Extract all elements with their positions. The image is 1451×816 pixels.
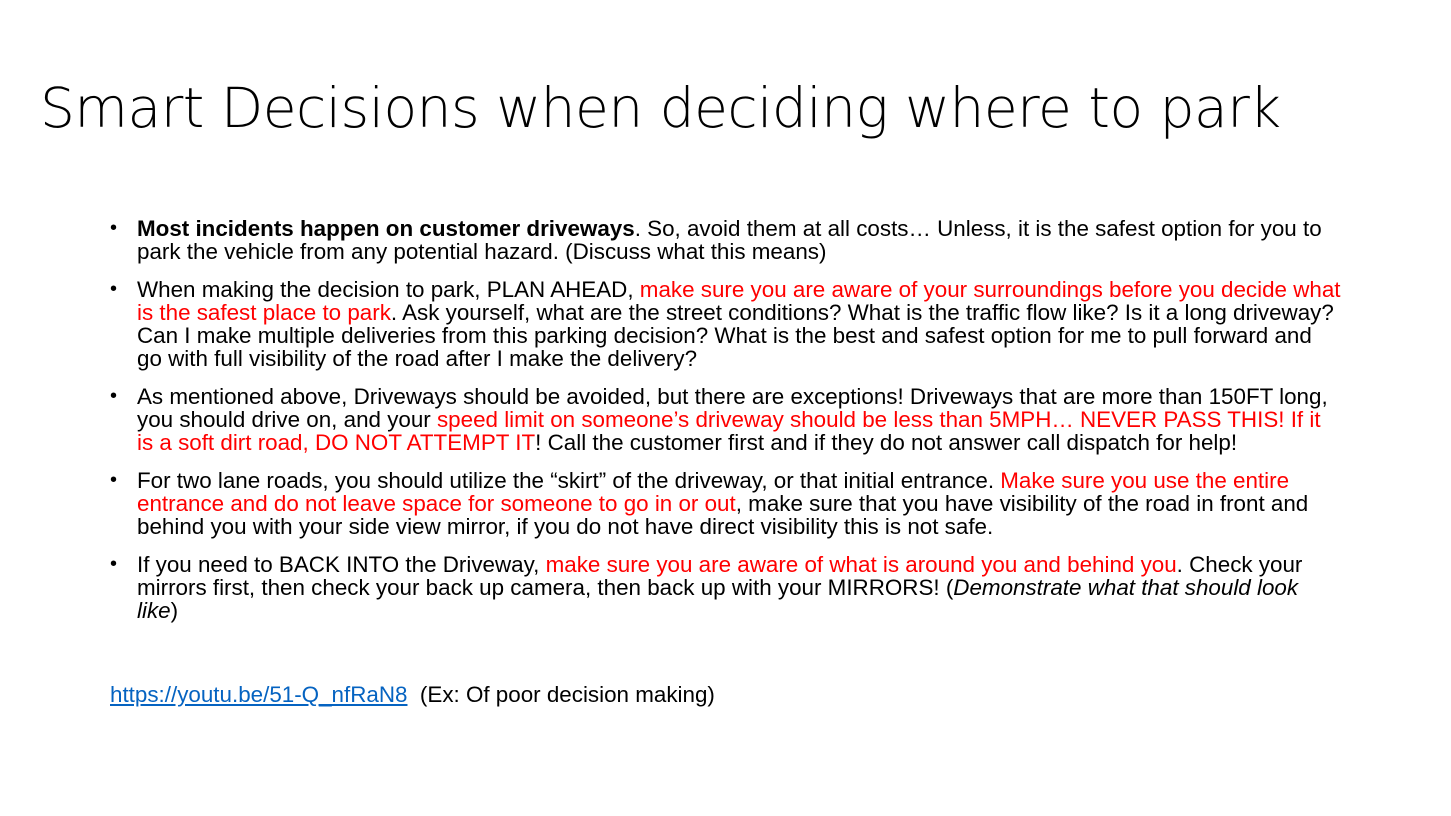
bullet-item-plan-ahead — [110, 278, 1342, 370]
bullet-5-text-b: . Check your mirrors first, then check your back up camera, then back up with your MIRRORS! ( — [137, 552, 1303, 600]
video-reference — [110, 683, 715, 707]
bullet-5-italic: Demonstrate what that should look like — [137, 575, 1299, 623]
bullet-item-two-lane-roads — [110, 469, 1342, 538]
bullet-1-text: . So, avoid them at all costs… Unless, it is the safest option for you to park the vehicle from any potential hazard. (Discuss what this means) — [137, 216, 1322, 264]
bullet-item-back-into-driveway — [110, 553, 1342, 622]
bullet-list — [110, 217, 1342, 637]
bullet-3-text-a: As mentioned above, Driveways should be avoided, but there are exceptions! Driveways that are more than 150FT long, you should drive on, and your — [137, 384, 1328, 432]
bullet-icon: • — [110, 217, 118, 239]
bullet-item-driveways-incidents — [110, 217, 1342, 263]
bullet-2-emphasis: make sure you are aware of your surroundings before you decide what is the safest place to park — [137, 277, 1341, 325]
bullet-icon: • — [110, 278, 118, 300]
bullet-4-text-b: , make sure that you have visibility of the road in front and behind you with your side view mirror, if you do not have direct visibility this is not safe. — [137, 491, 1309, 539]
video-reference-caption: (Ex: Of poor decision making) — [407, 682, 715, 707]
bullet-5-text-c: ) — [170, 598, 179, 623]
bullet-item-driveway-exceptions — [110, 385, 1342, 454]
bullet-3-text-b: ! Call the customer first and if they do not answer call dispatch for help! — [535, 430, 1238, 455]
bullet-icon: • — [110, 469, 118, 491]
bullet-3-emphasis: speed limit on someone’s driveway should be less than 5MPH… NEVER PASS THIS! If it is a soft dirt road, DO NOT ATTEMPT IT — [137, 407, 1321, 455]
bullet-icon: • — [110, 385, 118, 407]
bullet-5-text-a: If you need to BACK INTO the Driveway, — [137, 552, 546, 577]
youtube-link[interactable]: https://youtu.be/51-Q_nfRaN8 — [110, 682, 408, 707]
bullet-2-text-a: When making the decision to park, PLAN AHEAD, — [137, 277, 640, 302]
slide-title: Smart Decisions when deciding where to park — [40, 76, 1281, 140]
bullet-2-text-b: . Ask yourself, what are the street conditions? What is the traffic flow like? Is it a long driveway? Can I make multiple deliveries from this parking decision? What is the best and safest option for me to pull forward and go with full visibility of the road after I make the delivery? — [137, 300, 1334, 371]
bullet-1-bold-text: Most incidents happen on customer driveways — [137, 216, 635, 241]
bullet-icon: • — [110, 553, 118, 575]
bullet-4-text-a: For two lane roads, you should utilize the “skirt” of the driveway, or that initial entrance. — [137, 468, 1001, 493]
bullet-5-emphasis: make sure you are aware of what is around you and behind you — [545, 552, 1177, 577]
bullet-4-emphasis: Make sure you use the entire entrance and do not leave space for someone to go in or out — [137, 468, 1290, 516]
